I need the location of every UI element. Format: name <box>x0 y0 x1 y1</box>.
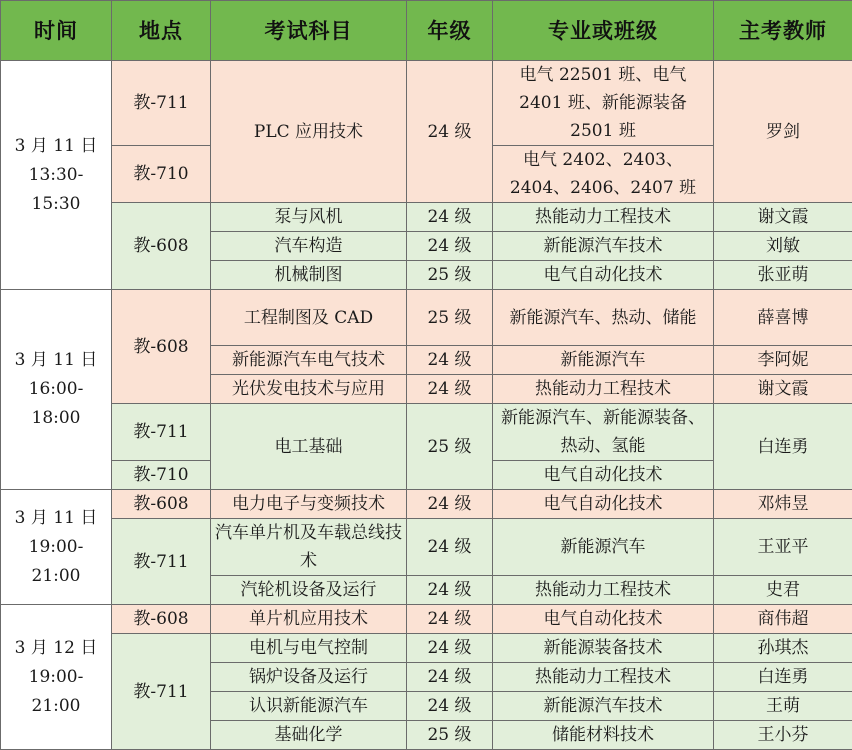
time-cell <box>1 61 112 290</box>
major-cell: 电气自动化技术 <box>493 461 714 490</box>
grade-cell: 24 级 <box>407 346 493 375</box>
exam-date: 3 月 11 日 <box>5 132 107 161</box>
major-cell: 新能源汽车、热动、储能 <box>493 290 714 346</box>
place-cell: 教-711 <box>112 519 211 605</box>
grade-cell: 24 级 <box>407 203 493 232</box>
teacher-cell: 邓炜昱 <box>714 490 852 519</box>
subject-cell: 光伏发电技术与应用 <box>211 375 407 404</box>
major-cell: 新能源装备技术 <box>493 634 714 663</box>
table-row <box>1 404 852 461</box>
major-cell: 电气 2402、2403、2404、2406、2407 班 <box>493 146 714 203</box>
teacher-cell: 孙琪杰 <box>714 634 852 663</box>
header-grade: 年级 <box>407 1 493 61</box>
subject-cell: 电工基础 <box>211 404 407 490</box>
teacher-cell: 王小芬 <box>714 721 852 750</box>
teacher-cell: 张亚萌 <box>714 261 852 290</box>
grade-cell: 24 级 <box>407 519 493 576</box>
teacher-cell: 谢文霞 <box>714 375 852 404</box>
header-teacher: 主考教师 <box>714 1 852 61</box>
exam-date: 3 月 11 日 <box>5 346 107 375</box>
grade-cell: 24 级 <box>407 61 493 203</box>
grade-cell: 25 级 <box>407 261 493 290</box>
major-cell: 储能材料技术 <box>493 721 714 750</box>
header-subject: 考试科目 <box>211 1 407 61</box>
teacher-cell: 王亚平 <box>714 519 852 576</box>
major-cell: 热能动力工程技术 <box>493 203 714 232</box>
grade-cell: 24 级 <box>407 634 493 663</box>
exam-time-range: 16:00-18:00 <box>5 375 107 433</box>
grade-cell: 24 级 <box>407 375 493 404</box>
teacher-cell: 王萌 <box>714 692 852 721</box>
place-cell: 教-710 <box>112 461 211 490</box>
major-cell: 新能源汽车 <box>493 346 714 375</box>
table-row <box>1 605 852 634</box>
major-cell: 新能源汽车技术 <box>493 692 714 721</box>
place-cell: 教-711 <box>112 634 211 750</box>
place-cell: 教-608 <box>112 605 211 634</box>
subject-cell: 单片机应用技术 <box>211 605 407 634</box>
time-cell <box>1 605 112 750</box>
teacher-cell: 刘敏 <box>714 232 852 261</box>
subject-cell: 汽轮机设备及运行 <box>211 576 407 605</box>
subject-cell: 锅炉设备及运行 <box>211 663 407 692</box>
teacher-cell: 白连勇 <box>714 404 852 490</box>
table-row <box>1 290 852 346</box>
subject-cell: 机械制图 <box>211 261 407 290</box>
subject-cell: PLC 应用技术 <box>211 61 407 203</box>
major-cell: 热能动力工程技术 <box>493 375 714 404</box>
place-cell: 教-608 <box>112 203 211 290</box>
subject-cell: 工程制图及 CAD <box>211 290 407 346</box>
place-cell: 教-711 <box>112 404 211 461</box>
teacher-cell: 白连勇 <box>714 663 852 692</box>
teacher-cell: 李阿妮 <box>714 346 852 375</box>
exam-time-range: 19:00-21:00 <box>5 533 107 591</box>
header-time: 时间 <box>1 1 112 61</box>
subject-cell: 电机与电气控制 <box>211 634 407 663</box>
place-cell: 教-710 <box>112 146 211 203</box>
major-cell: 新能源汽车技术 <box>493 232 714 261</box>
subject-cell: 电力电子与变频技术 <box>211 490 407 519</box>
teacher-cell: 薛喜博 <box>714 290 852 346</box>
subject-cell: 泵与风机 <box>211 203 407 232</box>
table-row <box>1 61 852 146</box>
major-cell: 电气 22501 班、电气 2401 班、新能源装备 2501 班 <box>493 61 714 146</box>
time-cell <box>1 490 112 605</box>
table-row <box>1 203 852 232</box>
grade-cell: 24 级 <box>407 692 493 721</box>
subject-cell: 汽车构造 <box>211 232 407 261</box>
place-cell: 教-608 <box>112 290 211 404</box>
grade-cell: 24 级 <box>407 605 493 634</box>
grade-cell: 24 级 <box>407 576 493 605</box>
exam-date: 3 月 12 日 <box>5 634 107 663</box>
grade-cell: 24 级 <box>407 232 493 261</box>
exam-time-range: 19:00-21:00 <box>5 663 107 721</box>
table-row <box>1 519 852 576</box>
grade-cell: 24 级 <box>407 490 493 519</box>
place-cell: 教-608 <box>112 490 211 519</box>
table-row <box>1 634 852 663</box>
grade-cell: 24 级 <box>407 663 493 692</box>
header-row <box>1 1 852 61</box>
teacher-cell: 史君 <box>714 576 852 605</box>
header-major: 专业或班级 <box>493 1 714 61</box>
grade-cell: 25 级 <box>407 721 493 750</box>
subject-cell: 基础化学 <box>211 721 407 750</box>
grade-cell: 25 级 <box>407 290 493 346</box>
time-cell <box>1 290 112 490</box>
major-cell: 新能源汽车 <box>493 519 714 576</box>
major-cell: 热能动力工程技术 <box>493 663 714 692</box>
major-cell: 电气自动化技术 <box>493 261 714 290</box>
major-cell: 电气自动化技术 <box>493 605 714 634</box>
teacher-cell: 罗剑 <box>714 61 852 203</box>
major-cell: 新能源汽车、新能源装备、热动、氢能 <box>493 404 714 461</box>
header-place: 地点 <box>112 1 211 61</box>
major-cell: 电气自动化技术 <box>493 490 714 519</box>
place-cell: 教-711 <box>112 61 211 146</box>
subject-cell: 新能源汽车电气技术 <box>211 346 407 375</box>
teacher-cell: 谢文霞 <box>714 203 852 232</box>
subject-cell: 汽车单片机及车载总线技术 <box>211 519 407 576</box>
major-cell: 热能动力工程技术 <box>493 576 714 605</box>
exam-date: 3 月 11 日 <box>5 504 107 533</box>
grade-cell: 25 级 <box>407 404 493 490</box>
teacher-cell: 商伟超 <box>714 605 852 634</box>
exam-time-range: 13:30-15:30 <box>5 161 107 219</box>
table-row <box>1 490 852 519</box>
subject-cell: 认识新能源汽车 <box>211 692 407 721</box>
